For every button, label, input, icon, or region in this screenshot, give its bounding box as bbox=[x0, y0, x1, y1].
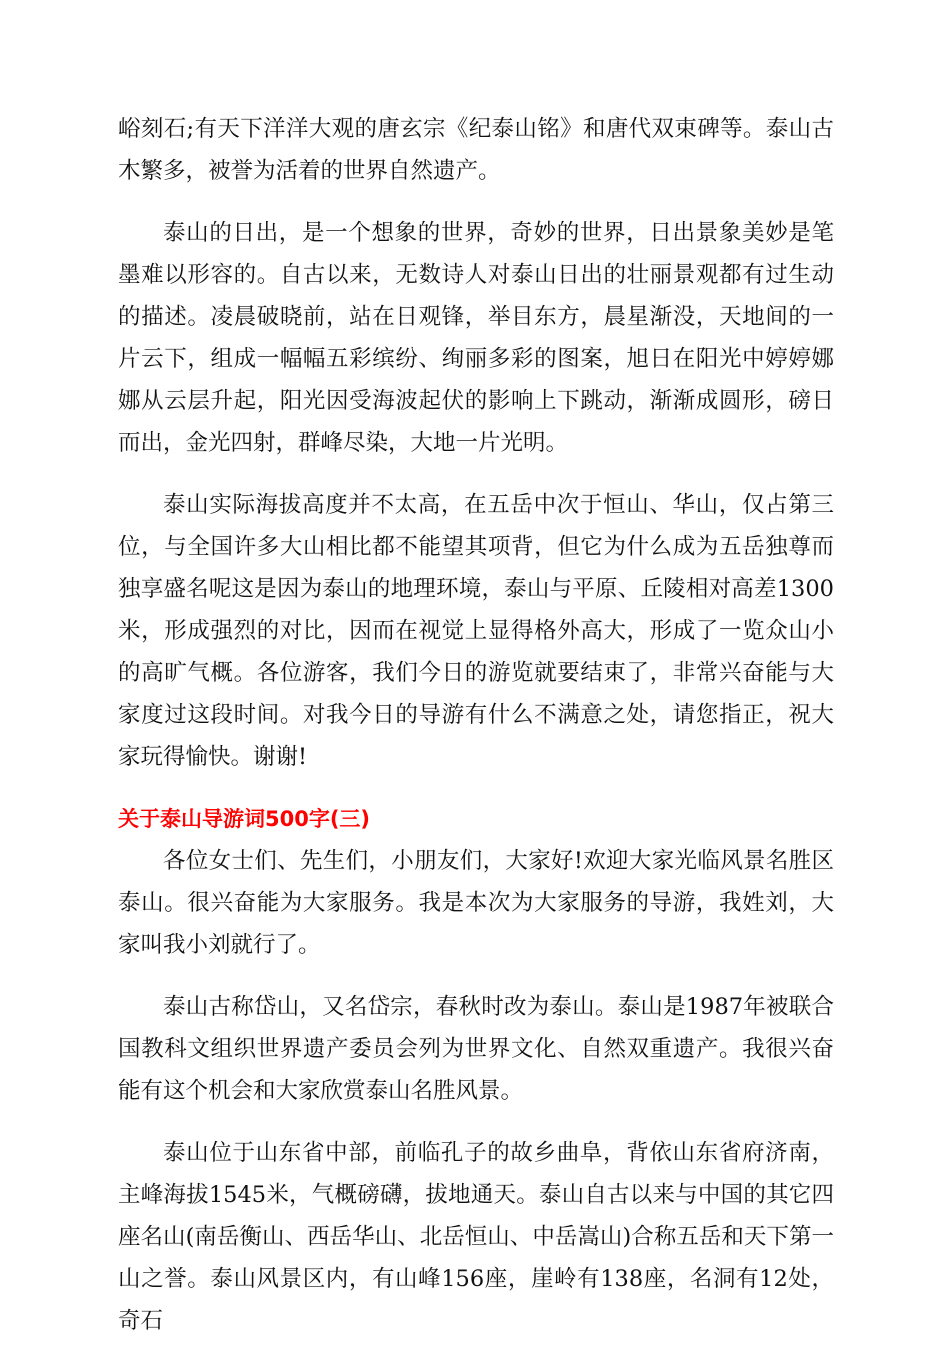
paragraph-location: 泰山位于山东省中部，前临孔子的故乡曲阜，背依山东省府济南，主峰海拔1545米，气概磅礴，拔地通天。泰山自古以来与中国的其它四座名山(南岳衡山、西岳华山、北岳恒山、中岳嵩山)合称五岳和天下第一山之誉。泰山风景区内，有山峰156座，崖岭有138座，名洞有12处，奇石 bbox=[118, 1140, 834, 1334]
paragraph-welcome: 各位女士们、先生们，小朋友们，大家好!欢迎大家光临风景名胜区泰山。很兴奋能为大家服务。我是本次为大家服务的导游，我姓刘，大家叫我小刘就行了。 bbox=[118, 848, 834, 958]
paragraph-history: 泰山古称岱山，又名岱宗，春秋时改为泰山。泰山是1987年被联合国教科文组织世界遗产委员会列为世界文化、自然双重遗产。我很兴奋能有这个机会和大家欣赏泰山名胜风景。 bbox=[118, 994, 834, 1104]
paragraph-altitude: 泰山实际海拔高度并不太高，在五岳中次于恒山、华山，仅占第三位，与全国许多大山相比都不能望其项背，但它为什么成为五岳独尊而独享盛名呢这是因为泰山的地理环境，泰山与平原、丘陵相对高差1300米，形成强烈的对比，因而在视觉上显得格外高大，形成了一览众山小的高旷气概。各位游客，我们今日的游览就要结束了，非常兴奋能与大家度过这段时间。对我今日的导游有什么不满意之处，请您指正，祝大家玩得愉快。谢谢! bbox=[118, 492, 834, 770]
document-body bbox=[118, 108, 834, 1362]
section-heading: 关于泰山导游词500字(三) bbox=[118, 807, 371, 831]
paragraph-sunrise: 泰山的日出，是一个想象的世界，奇妙的世界，日出景象美妙是笔墨难以形容的。自古以来，无数诗人对泰山日出的壮丽景观都有过生动的描述。凌晨破晓前，站在日观锋，举目东方，晨星渐没，天地间的一片云下，组成一幅幅五彩缤纷、绚丽多彩的图案，旭日在阳光中婷婷娜娜从云层升起，阳光因受海波起伏的影响上下跳动，渐渐成圆形，磅日而出，金光四射，群峰尽染，大地一片光明。 bbox=[118, 220, 834, 456]
paragraph-continued: 峪刻石;有天下洋洋大观的唐玄宗《纪泰山铭》和唐代双束碑等。泰山古木繁多，被誉为活着的世界自然遗产。 bbox=[118, 116, 834, 184]
